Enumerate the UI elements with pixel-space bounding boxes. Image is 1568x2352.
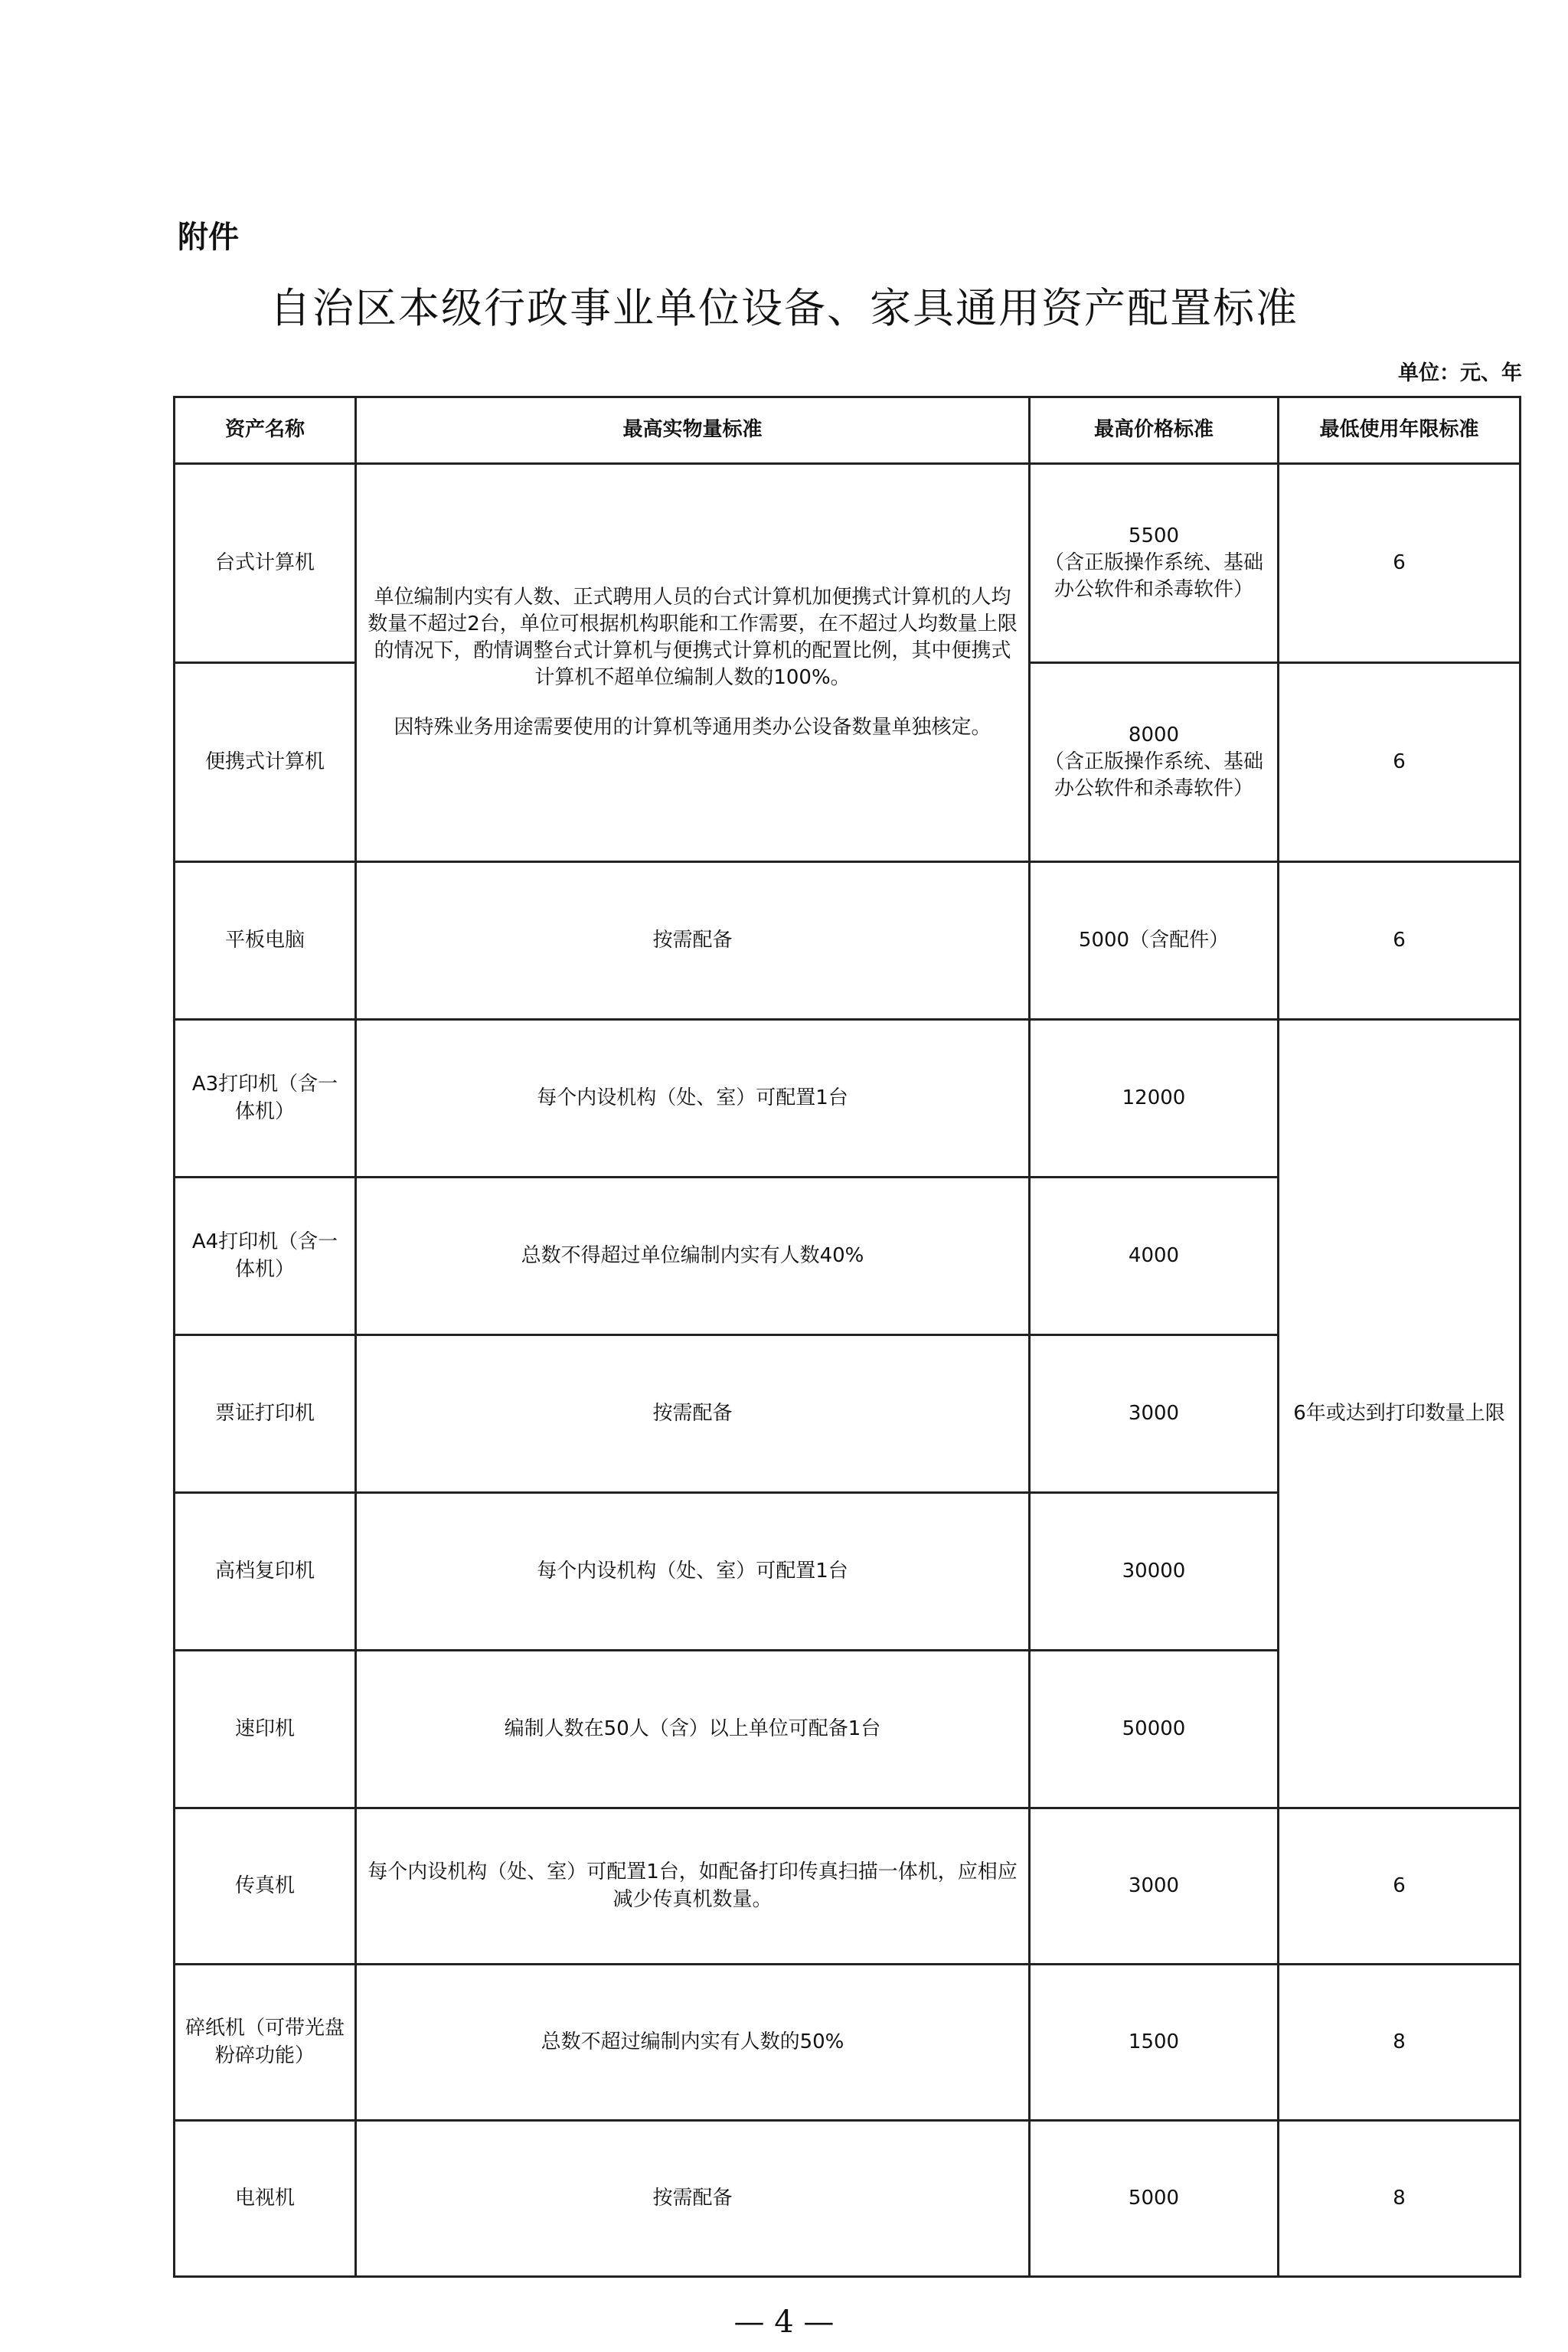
price-cell [1030, 663, 1279, 862]
table-row [175, 862, 1521, 1020]
quantity-cell: 每个内设机构（处、室）可配置1台 [356, 1493, 1030, 1651]
price-note: （含正版操作系统、基础办公软件和杀毒软件） [1044, 750, 1263, 801]
years-cell: 6 [1279, 464, 1521, 663]
quantity-cell: 按需配备 [356, 1335, 1030, 1493]
price-cell: 30000 [1030, 1493, 1279, 1651]
asset-name-cell: A4打印机（含一体机） [175, 1178, 356, 1335]
table-row [175, 464, 1521, 663]
price-value: 5500 [1128, 524, 1180, 547]
quantity-cell: 编制人数在50人（含）以上单位可配备1台 [356, 1651, 1030, 1808]
quantity-cell: 总数不超过编制内实有人数的50% [356, 1965, 1030, 2121]
asset-name-cell: 高档复印机 [175, 1493, 356, 1651]
asset-name-cell: 传真机 [175, 1808, 356, 1965]
table-row [175, 1020, 1521, 1178]
quantity-cell: 总数不得超过单位编制内实有人数40% [356, 1178, 1030, 1335]
asset-name-cell: 平板电脑 [175, 862, 356, 1020]
asset-name-cell: 票证打印机 [175, 1335, 356, 1493]
asset-name-cell: 碎纸机（可带光盘粉碎功能） [175, 1965, 356, 2121]
attachment-label: 附件 [178, 220, 239, 255]
asset-name-cell: 便携式计算机 [175, 663, 356, 862]
page-number: — 4 — [733, 2305, 835, 2340]
price-cell: 1500 [1030, 1965, 1279, 2121]
table-row [175, 2121, 1521, 2277]
header-min-years: 最低使用年限标准 [1279, 397, 1521, 464]
price-cell: 4000 [1030, 1178, 1279, 1335]
quantity-cell: 每个内设机构（处、室）可配置1台，如配备打印传真扫描一体机，应相应减少传真机数量。 [356, 1808, 1030, 1965]
years-cell: 8 [1279, 2121, 1521, 2277]
document-title: 自治区本级行政事业单位设备、家具通用资产配置标准 [270, 284, 1298, 332]
quantity-cell: 每个内设机构（处、室）可配置1台 [356, 1020, 1030, 1178]
asset-name-cell: A3打印机（含一体机） [175, 1020, 356, 1178]
asset-name-cell: 速印机 [175, 1651, 356, 1808]
price-cell: 5000 [1030, 2121, 1279, 2277]
years-cell: 8 [1279, 1965, 1521, 2121]
price-cell [1030, 464, 1279, 663]
price-cell: 50000 [1030, 1651, 1279, 1808]
asset-name-cell: 台式计算机 [175, 464, 356, 663]
computer-quantity-rule-cell [356, 464, 1030, 862]
printer-years-cell: 6年或达到打印数量上限 [1279, 1020, 1521, 1808]
price-value: 8000 [1128, 723, 1180, 746]
price-cell: 3000 [1030, 1335, 1279, 1493]
years-cell: 6 [1279, 1808, 1521, 1965]
header-price-standard: 最高价格标准 [1030, 397, 1279, 464]
price-cell: 12000 [1030, 1020, 1279, 1178]
price-cell: 5000（含配件） [1030, 862, 1279, 1020]
price-note: （含正版操作系统、基础办公软件和杀毒软件） [1044, 550, 1263, 602]
quantity-cell: 按需配备 [356, 862, 1030, 1020]
header-asset-name: 资产名称 [175, 397, 356, 464]
unit-note: 单位：元、年 [1398, 361, 1522, 385]
years-cell: 6 [1279, 663, 1521, 862]
header-quantity-standard: 最高实物量标准 [356, 397, 1030, 464]
price-cell: 3000 [1030, 1808, 1279, 1965]
asset-name-cell: 电视机 [175, 2121, 356, 2277]
quantity-cell: 按需配备 [356, 2121, 1030, 2277]
years-cell: 6 [1279, 862, 1521, 1020]
standards-table [173, 396, 1521, 2278]
table-header-row [175, 397, 1521, 464]
table-row [175, 1965, 1521, 2121]
special-use-rule-paragraph: 因特殊业务用途需要使用的计算机等通用类办公设备数量单独核定。 [394, 716, 991, 740]
table-row [175, 1808, 1521, 1965]
computer-rule-paragraph: 单位编制内实有人数、正式聘用人员的台式计算机加便携式计算机的人均数量不超过2台，单位可根据机构职能和工作需要，在不超过人均数量上限的情况下，酌情调整台式计算机与便携式计算机的配置比例，其中便携式计算机不超单位编制人数的100%。 [368, 585, 1018, 690]
